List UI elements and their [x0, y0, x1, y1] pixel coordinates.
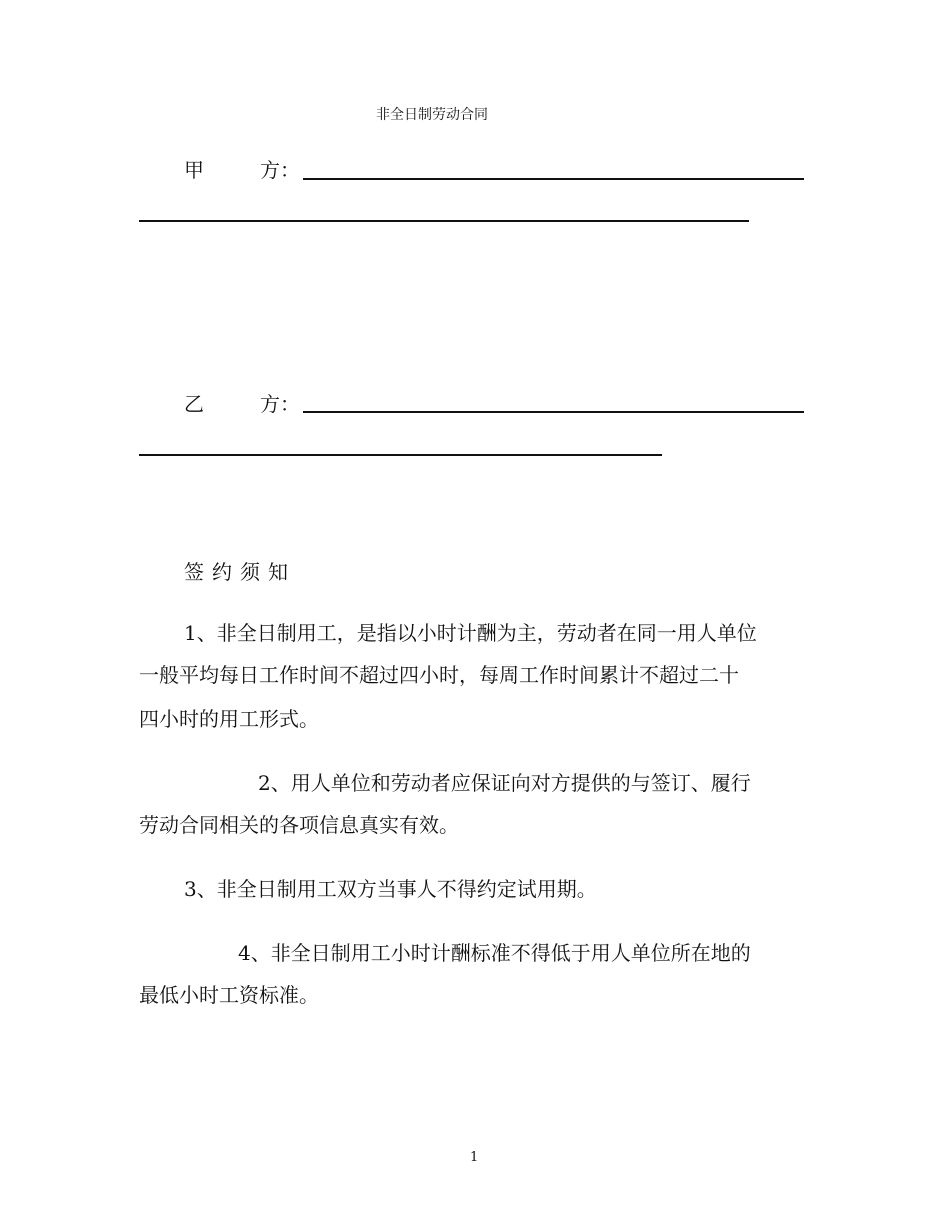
- clause-1-line-2: 一般平均每日工作时间不超过四小时，每周工作时间累计不超过二十: [139, 663, 739, 687]
- clause-4-line-1: 4、非全日制用工小时计酬标准不得低于用人单位所在地的: [238, 941, 751, 965]
- party-b-blank-line-2: [139, 454, 662, 456]
- party-a-blank-line-1: [303, 178, 804, 180]
- document-title: 非全日制劳动合同: [376, 107, 488, 123]
- party-b-blank-line-1: [303, 411, 804, 413]
- clause-1-line-1: 1、非全日制用工，是指以小时计酬为主，劳动者在同一用人单位: [184, 621, 757, 645]
- clause-1-line-3: 四小时的用工形式。: [139, 707, 319, 731]
- page-number: 1: [470, 1150, 479, 1165]
- clause-2-line-1: 2、用人单位和劳动者应保证向对方提供的与签订、履行: [258, 771, 751, 795]
- party-b-suffix: 方：: [260, 392, 300, 416]
- clause-2-line-2: 劳动合同相关的各项信息真实有效。: [139, 813, 459, 837]
- party-b-char: 乙: [184, 392, 204, 416]
- clause-4-line-2: 最低小时工资标准。: [139, 983, 319, 1007]
- notice-heading: 签约须知: [184, 560, 296, 584]
- party-a-char: 甲: [184, 158, 204, 182]
- party-a-suffix: 方：: [260, 158, 300, 182]
- clause-3-line-1: 3、非全日制用工双方当事人不得约定试用期。: [184, 877, 597, 901]
- party-a-blank-line-2: [139, 220, 749, 222]
